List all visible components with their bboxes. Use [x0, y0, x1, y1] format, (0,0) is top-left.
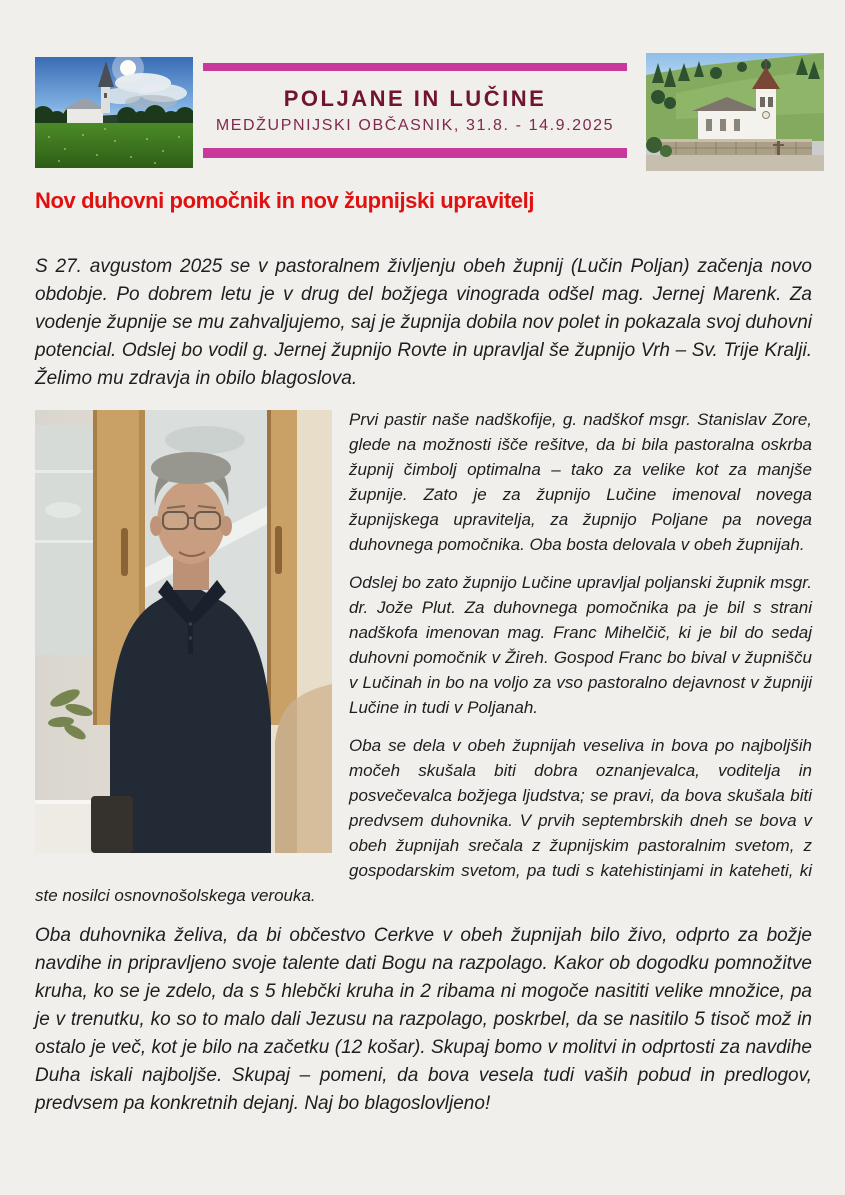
- paragraph-intro: S 27. avgustom 2025 se v pastoralnem življenju obeh župnij (Lučin Poljan) začenja novo obdobje. Po dobrem letu je v drug del božjega vinograda odšel mag. Jernej Marenk. Za vodenje župnije se mu zahvaljujemo, saj je župnija dobila nov polet in pokazala svoj duhovni potencial. Odslej bo vodil g. Jernej župnijo Rovte in upravljal še župnijo Vrh – Sv. Trije Kralji. Želimo mu zdravja in obilo blagoslova.: [35, 256, 812, 389]
- masthead-center: [203, 63, 627, 158]
- church-meadow-photo: [35, 57, 193, 168]
- accent-bar-bottom: [203, 148, 627, 158]
- article-heading: Nov duhovni pomočnik in nov župnijski upravitelj: [35, 188, 535, 213]
- paragraph-closing: Oba duhovnika želiva, da bi občestvo Cerkve v obeh župnijah bilo živo, odprto za božje navdihe in pripravljeno svoje talente dati Bogu na razpolago. Kakor ob dogodku pomnožitve kruha, ko se je zdelo, da s 5 hlebčki kruha in 2 ribama ni mogoče nasititi velike množice, pa je v trenutku, ko so to malo dali Jezusu na razpolago, poskrbel, da se nasitilo 5 tisoč mož in ostalo je več, kot je bilo na začetku (12 košar). Skupaj bomo v molitvi in odprtosti za navdihe Duha iskali najboljše. Skupaj – pomeni, da bova vesela tudi vaših pobud in predlogov, predvsem pa konkretnih dejanj. Naj bo blagoslovljeno!: [35, 925, 812, 1114]
- masthead: [0, 0, 845, 172]
- priest-portrait-photo: [35, 410, 332, 853]
- paragraph-appointments: Odslej bo zato župnijo Lučine upravljal poljanski župnik msgr. dr. Jože Plut. Za duhovnega pomočnika pa je bil s strani nadškofa imenovan mag. Franc Mihelčič, ki je bil do sedaj duhovni pomočnik v Žireh. Gospod Franc bo bival v župnišču v Lučinah in bo na voljo za vso pastoralno dejavnost v župniji Lučine in tudi v Poljanah.: [349, 573, 812, 717]
- accent-bar-top: [203, 63, 627, 71]
- newsletter-title: POLJANE IN LUČINE: [283, 86, 547, 111]
- article-body: [35, 253, 812, 1118]
- paragraph-plans: Oba se dela v obeh župnijah veseliva in bova po najboljših močeh skušala biti dobra oznanjevalca, voditelja in posvečevalca božjega ljudstva; se pravi, da bova skušala biti predvsem duhovnika. V prvih septembrskih dneh se bova v obeh župnijah srečala z župnijskim pastoralnim svetom, z gospodarskim svetom, pa tudi s katehistinjami in kateheti, ki ste nosilci osnovnošolskega verouka.: [35, 736, 812, 905]
- paragraph-archbishop: Prvi pastir naše nadškofije, g. nadškof msgr. Stanislav Zore, glede na možnosti išče rešitve, da bi bila pastoralna oskrba župnij čimbolj optimalna – tako za velike kot za manjše župnije. Zato je za župnijo Lučine imenoval novega župnijskega upravitelja, za župnijo Poljane pa novega duhovnega pomočnika. Oba bosta delovala v obeh župnijah.: [349, 410, 812, 554]
- hillside-church-photo: [646, 53, 824, 171]
- newsletter-subtitle: MEDŽUPNIJSKI OBČASNIK, 31.8. - 14.9.2025: [215, 117, 615, 134]
- article-flow-section: [35, 407, 812, 908]
